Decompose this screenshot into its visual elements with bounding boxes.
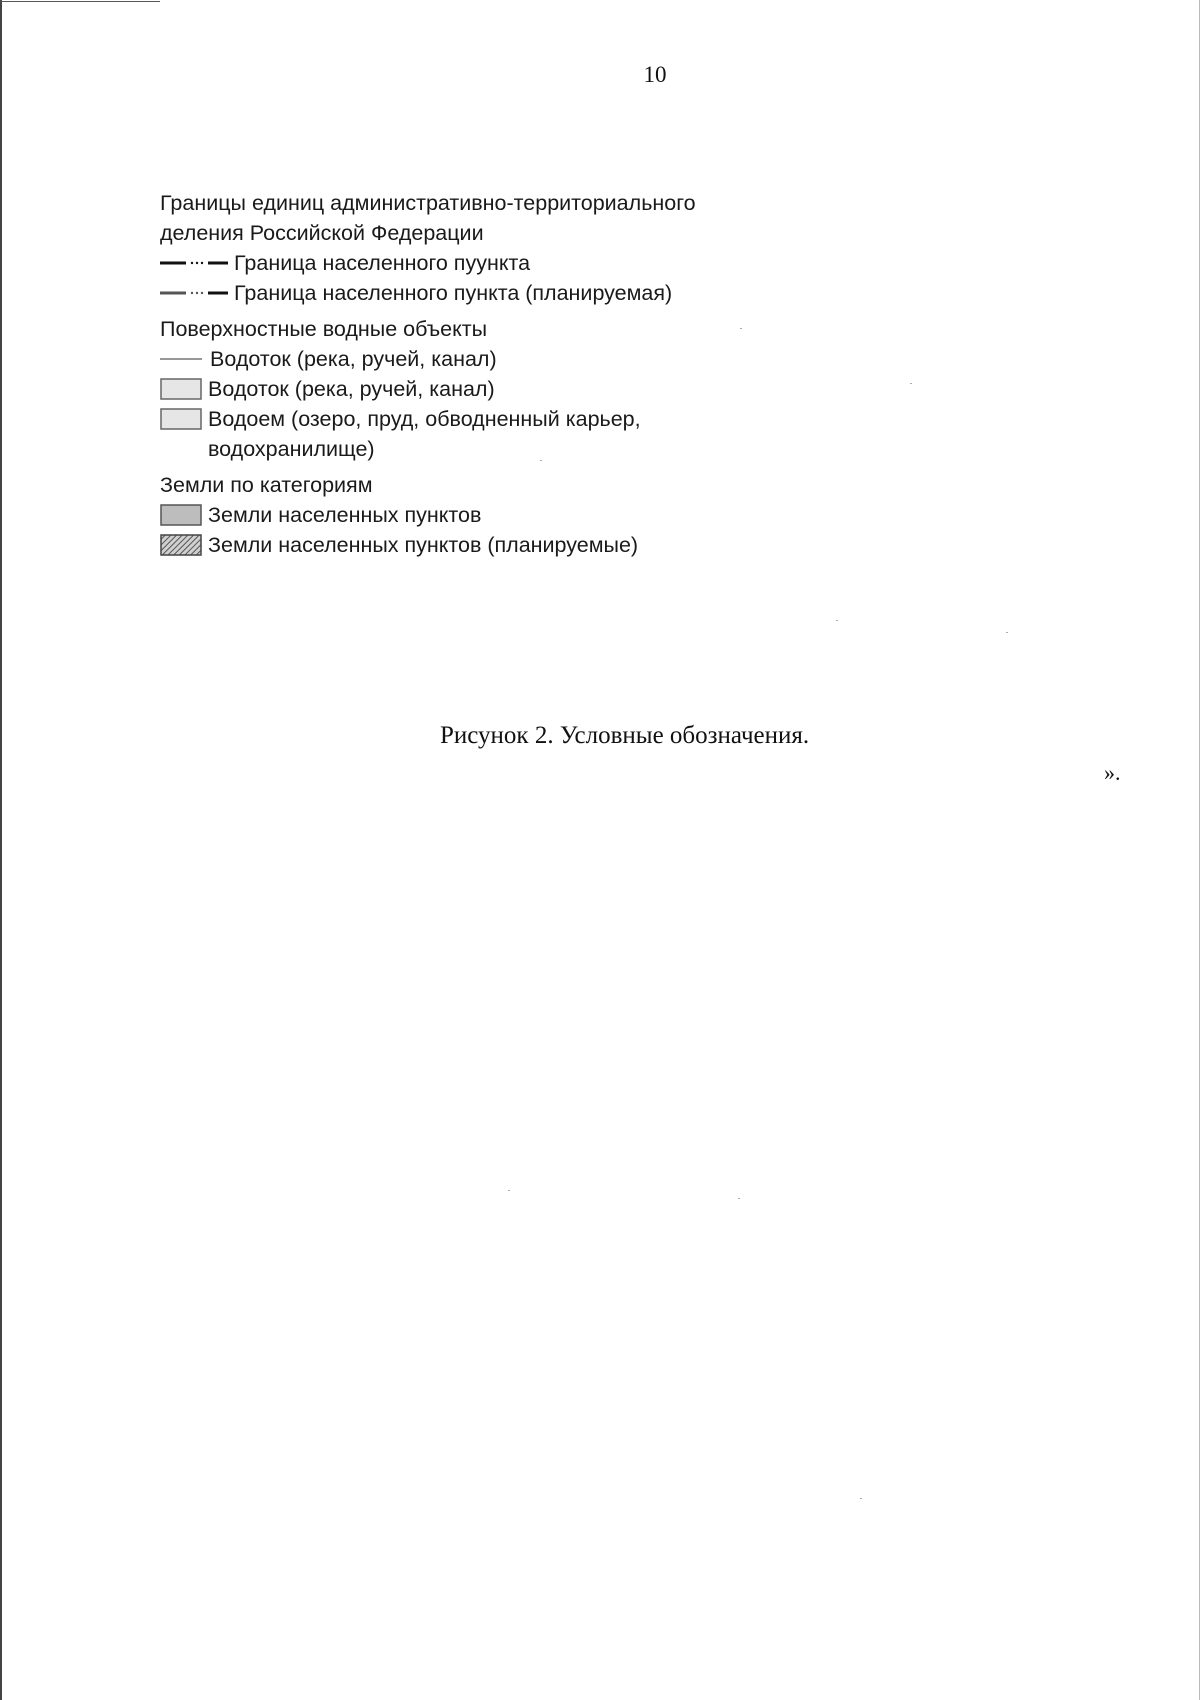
light-fill-box-icon	[160, 404, 202, 434]
scan-speck	[860, 1498, 862, 1499]
legend-item-label: Земли населенных пунктов (планируемые)	[208, 533, 639, 557]
scan-speck	[836, 620, 838, 621]
legend-heading-line: деления Российской Федерации	[160, 221, 484, 245]
legend-item-label-line: Водоем (озеро, пруд, обводненный карьер,	[208, 407, 641, 431]
scan-speck	[508, 1190, 510, 1191]
legend-item	[160, 278, 880, 308]
scan-speck	[540, 460, 542, 461]
legend-heading-water: Поверхностные водные объекты	[160, 317, 488, 341]
scan-speck	[1006, 632, 1008, 633]
legend-item-label: Водоток (река, ручей, канал)	[208, 377, 495, 401]
scan-speck	[740, 328, 742, 329]
legend-item	[160, 404, 880, 464]
scan-artifact-line	[0, 1, 160, 2]
legend-item	[160, 530, 880, 560]
hatched-box-icon	[160, 530, 202, 560]
legend-item-label: Водоток (река, ручей, канал)	[210, 347, 497, 371]
legend-item	[160, 374, 880, 404]
page-number: 10	[643, 62, 667, 87]
legend-item-label: Граница населенного пуункта	[234, 251, 531, 275]
dash-dot-line-icon	[160, 248, 230, 278]
thin-line-icon	[160, 344, 204, 374]
legend-heading-land: Земли по категориям	[160, 473, 373, 497]
legend-item-label: Земли населенных пунктов	[208, 503, 482, 527]
legend-item	[160, 248, 880, 278]
light-fill-box-icon	[160, 374, 202, 404]
legend	[160, 188, 880, 560]
legend-item-label	[208, 404, 880, 464]
closing-quote: ».	[1104, 760, 1121, 785]
legend-item-label-line: водохранилище)	[208, 437, 375, 461]
legend-item-label: Граница населенного пункта (планируемая)	[234, 281, 673, 305]
legend-item	[160, 344, 880, 374]
scan-speck	[910, 383, 912, 384]
figure-caption: Рисунок 2. Условные обозначения.	[440, 722, 810, 749]
grey-fill-box-icon	[160, 500, 202, 530]
scan-speck	[738, 1198, 740, 1199]
legend-heading-line: Границы единиц административно-территориального	[160, 191, 696, 215]
legend-heading-boundaries	[160, 188, 880, 248]
dash-dot-line-faded-icon	[160, 278, 230, 308]
legend-item	[160, 500, 880, 530]
